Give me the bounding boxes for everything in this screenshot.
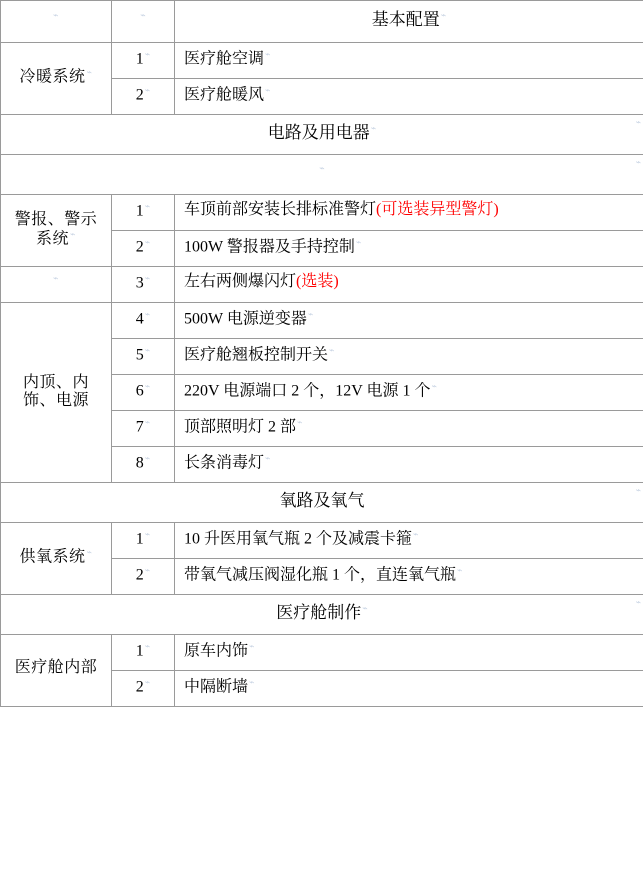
- header-cell-blank-1: [1, 1, 112, 43]
- row-description-label: 220V 电源端口 2 个，12V 电源 1 个: [184, 382, 431, 400]
- table-row: [1, 523, 643, 559]
- table-row: [1, 1, 643, 43]
- edit-mark-icon: ⌁: [635, 485, 641, 495]
- category-label: 冷暖系统: [19, 68, 86, 86]
- edit-mark-icon: ⌁: [53, 273, 59, 283]
- row-number-label: 2: [135, 678, 144, 696]
- section-band-electrical: [1, 115, 643, 155]
- edit-mark-icon: ⌁: [140, 10, 146, 20]
- section-band-cabin-build: [1, 595, 643, 635]
- edit-mark-icon: ⌁: [265, 85, 271, 95]
- row-number-label: 3: [135, 274, 144, 292]
- edit-mark-icon: ⌁: [144, 345, 151, 355]
- edit-mark-icon: ⌁: [86, 67, 93, 77]
- edit-mark-icon: ⌁: [265, 49, 271, 59]
- edit-mark-icon: ⌁: [355, 237, 362, 247]
- edit-mark-icon: ⌁: [413, 529, 419, 539]
- edit-mark-icon: ⌁: [53, 10, 59, 20]
- row-description-label: 车顶前部安装长排标准警灯: [184, 201, 377, 218]
- row-number: [112, 231, 175, 267]
- edit-mark-icon: ⌁: [144, 273, 151, 283]
- edit-mark-icon: ⌁: [144, 677, 151, 687]
- row-number: [112, 303, 175, 339]
- row-description: [175, 195, 643, 231]
- table-row: [1, 635, 643, 671]
- row-number-label: 7: [135, 418, 144, 436]
- row-number: [112, 195, 175, 231]
- edit-mark-icon: ⌁: [362, 603, 368, 614]
- row-number: [112, 375, 175, 411]
- row-description-option: (选装): [296, 273, 339, 290]
- row-number: [112, 411, 175, 447]
- row-description-label: 10 升医用氧气瓶 2 个及减震卡箍: [184, 530, 413, 548]
- row-description: [175, 375, 643, 411]
- table-body: [1, 1, 643, 707]
- section-band-label: 医疗舱制作: [276, 603, 362, 622]
- header-cell-title: [175, 1, 643, 43]
- category-cell-interior-power: [1, 303, 112, 483]
- row-description: [175, 447, 643, 483]
- row-description: [175, 411, 643, 447]
- row-description-label: 中隔断墙: [184, 678, 249, 696]
- edit-mark-icon: ⌁: [144, 453, 151, 463]
- row-number: [112, 671, 175, 707]
- edit-mark-icon: ⌁: [249, 677, 255, 687]
- table-row: [1, 267, 643, 303]
- row-number: [112, 43, 175, 79]
- row-number-label: 5: [135, 346, 144, 364]
- row-number: [112, 267, 175, 303]
- row-description-label: 原车内饰: [184, 642, 249, 660]
- edit-mark-icon: ⌁: [144, 641, 151, 651]
- row-description-label: 左右两侧爆闪灯: [184, 273, 297, 290]
- edit-mark-icon: ⌁: [635, 157, 641, 167]
- header-cell-blank-2: [112, 1, 175, 43]
- row-description: [175, 231, 643, 267]
- row-description-label: 带氧气减压阀湿化瓶 1 个，直连氧气瓶: [184, 566, 457, 584]
- edit-mark-icon: ⌁: [144, 417, 151, 427]
- row-description-label: 100W 警报器及手持控制: [184, 238, 355, 256]
- row-number-label: 6: [135, 382, 144, 400]
- section-band-blank-cell: [1, 155, 643, 195]
- category-label: 供氧系统: [19, 548, 86, 566]
- section-band-label: 氧路及氧气: [279, 491, 365, 510]
- edit-mark-icon: ⌁: [144, 381, 151, 391]
- row-description-label: 医疗舱暖风: [184, 86, 265, 104]
- edit-mark-icon: ⌁: [144, 529, 151, 539]
- row-description-label: 顶部照明灯 2 部: [184, 418, 297, 436]
- edit-mark-icon: ⌁: [457, 565, 463, 575]
- edit-mark-icon: ⌁: [431, 381, 437, 391]
- row-description-label: 500W 电源逆变器: [184, 310, 307, 328]
- edit-mark-icon: ⌁: [86, 547, 93, 557]
- row-description-label: 长条消毒灯: [184, 454, 265, 472]
- row-number-label: 2: [135, 566, 144, 584]
- section-band-cell: [1, 483, 643, 523]
- row-description: [175, 671, 643, 707]
- row-description-label: 医疗舱翘板控制开关: [184, 346, 329, 364]
- edit-mark-icon: ⌁: [144, 565, 151, 575]
- row-description: [175, 303, 643, 339]
- category-cell-oxygen-supply: [1, 523, 112, 595]
- edit-mark-icon: ⌁: [144, 201, 151, 211]
- section-band-cell: [1, 595, 643, 635]
- row-description-option: (可选装异型警灯): [376, 201, 499, 218]
- edit-mark-icon: ⌁: [144, 309, 151, 319]
- row-description: [175, 559, 643, 595]
- edit-mark-icon: ⌁: [265, 453, 271, 463]
- category-label: 医疗舱内部: [14, 659, 98, 676]
- row-number: [112, 635, 175, 671]
- row-number: [112, 79, 175, 115]
- row-description-label: 医疗舱空调: [184, 50, 265, 68]
- table-row: [1, 195, 643, 231]
- edit-mark-icon: ⌁: [319, 163, 325, 173]
- row-description: [175, 267, 643, 303]
- edit-mark-icon: ⌁: [297, 417, 303, 427]
- section-band-oxygen: [1, 483, 643, 523]
- category-cell-continuation: [1, 267, 112, 303]
- edit-mark-icon: ⌁: [370, 123, 377, 134]
- table-row: [1, 43, 643, 79]
- category-label: 警报、警示系统: [14, 210, 98, 248]
- row-number-label: 4: [135, 310, 144, 328]
- row-number-label: 1: [135, 530, 144, 548]
- edit-mark-icon: ⌁: [144, 49, 151, 59]
- category-cell-cooling-heating: [1, 43, 112, 115]
- edit-mark-icon: ⌁: [635, 117, 641, 127]
- edit-mark-icon: ⌁: [635, 597, 641, 607]
- edit-mark-icon: ⌁: [249, 641, 255, 651]
- edit-mark-icon: ⌁: [440, 10, 447, 21]
- section-band-label: 电路及用电器: [267, 123, 370, 142]
- row-description: [175, 339, 643, 375]
- category-label: 内顶、内饰、电源: [22, 373, 89, 409]
- row-number-label: 1: [135, 202, 144, 220]
- row-number-label: 8: [135, 454, 144, 472]
- table-row: [1, 303, 643, 339]
- edit-mark-icon: ⌁: [144, 85, 151, 95]
- edit-mark-icon: ⌁: [70, 229, 76, 240]
- edit-mark-icon: ⌁: [144, 237, 151, 247]
- row-number: [112, 447, 175, 483]
- row-description: [175, 635, 643, 671]
- page-title: 基本配置: [371, 10, 440, 29]
- section-band-blank: [1, 155, 643, 195]
- edit-mark-icon: ⌁: [307, 309, 314, 319]
- row-number-label: 1: [135, 50, 144, 68]
- row-description: [175, 43, 643, 79]
- edit-mark-icon: ⌁: [329, 345, 335, 355]
- section-band-cell: [1, 115, 643, 155]
- row-number-label: 2: [135, 238, 144, 256]
- row-number-label: 1: [135, 642, 144, 660]
- category-cell-alarm-warning: [1, 195, 112, 267]
- row-number: [112, 523, 175, 559]
- row-number: [112, 339, 175, 375]
- row-description: [175, 523, 643, 559]
- row-number-label: 2: [135, 86, 144, 104]
- row-description: [175, 79, 643, 115]
- row-number: [112, 559, 175, 595]
- category-cell-cabin-interior: [1, 635, 112, 707]
